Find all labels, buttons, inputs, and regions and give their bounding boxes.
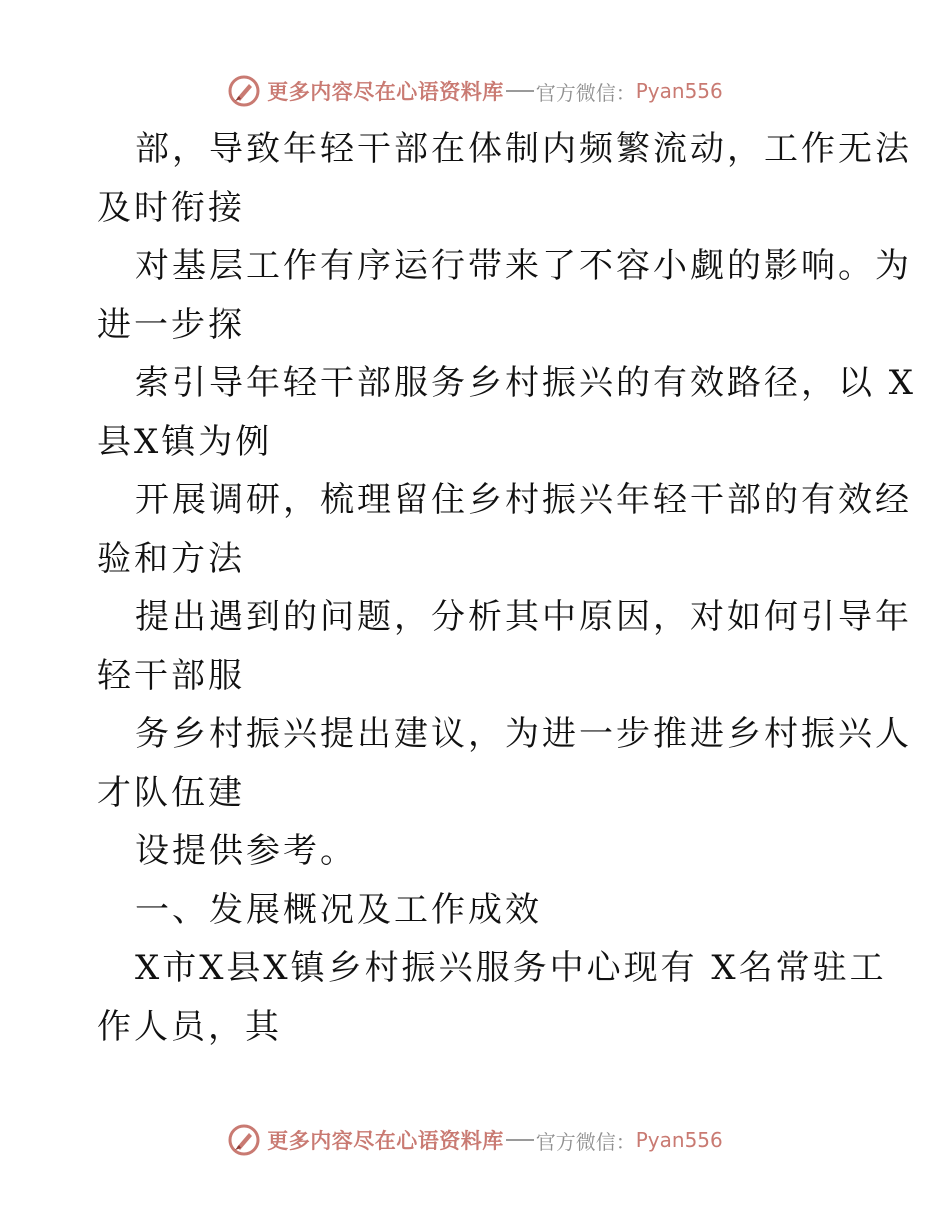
paragraph-line: 验和方法: [97, 538, 245, 579]
paragraph-line: 对基层工作有序运行带来了不容小觑的影响。为: [135, 246, 912, 286]
paragraph-line: 索引导年轻干部服务乡村振兴的有效路径，以 X: [135, 363, 917, 403]
paragraph-line: 务乡村振兴提出建议，为进一步推进乡村振兴人: [135, 714, 912, 754]
document-body: [97, 120, 917, 1056]
header-watermark: [0, 71, 950, 111]
paragraph-line: 提出遇到的问题，分析其中原因，对如何引导年: [135, 597, 912, 637]
footer-watermark: [0, 1120, 950, 1160]
paragraph-line: 及时衔接: [97, 187, 245, 228]
watermark-wechat-label: 官方微信：: [535, 1129, 636, 1154]
watermark-wechat-label: 官方微信：: [535, 80, 636, 105]
paragraph-line: X市X县X镇乡村振兴服务中心现有 X名常驻工: [135, 948, 887, 988]
paragraph-line: 轻干部服: [97, 655, 245, 696]
paragraph-line: 设提供参考。: [135, 831, 357, 871]
paragraph-line: 县X镇为例: [97, 421, 273, 462]
paragraph-line: 作人员，其: [97, 1006, 282, 1047]
watermark-wechat-id: Pyan556: [635, 79, 723, 103]
watermark-dash: [506, 1139, 534, 1141]
watermark-dash: [506, 90, 534, 92]
watermark-site-text: 更多内容尽在心语资料库: [267, 1128, 504, 1153]
pen-logo-icon: [227, 74, 261, 108]
paragraph-line: 才队伍建: [97, 772, 245, 813]
paragraph-line: 开展调研，梳理留住乡村振兴年轻干部的有效经: [135, 480, 912, 520]
pen-logo-icon: [227, 1123, 261, 1157]
paragraph-line: 进一步探: [97, 304, 245, 345]
watermark-site-text: 更多内容尽在心语资料库: [267, 79, 504, 104]
section-heading: 一、发展概况及工作成效: [135, 889, 542, 930]
watermark-wechat-id: Pyan556: [635, 1128, 723, 1152]
paragraph-line: 部，导致年轻干部在体制内频繁流动，工作无法: [135, 129, 912, 169]
